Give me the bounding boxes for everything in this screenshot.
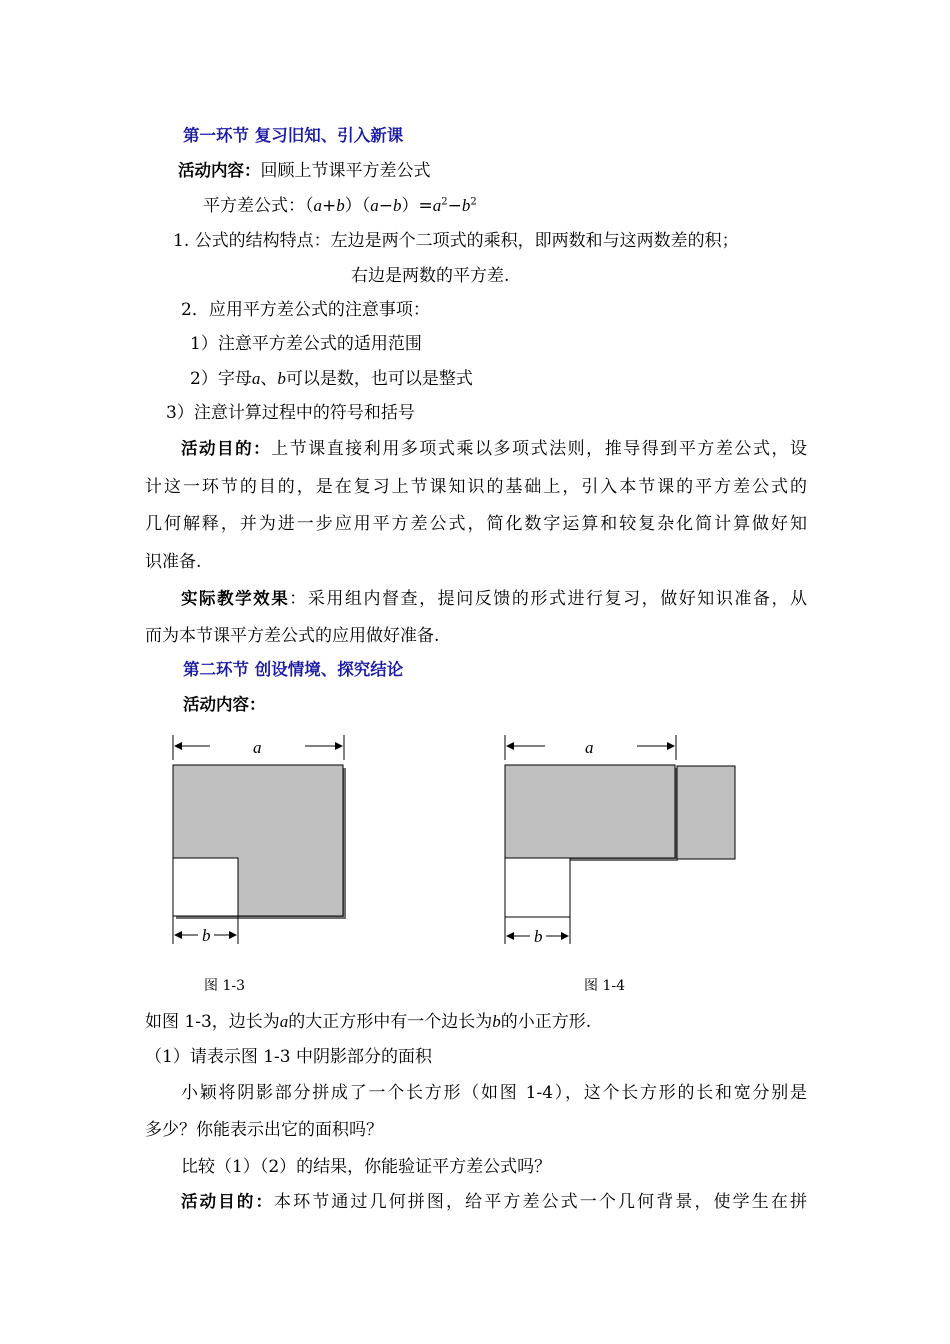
note3: 3）注意计算过程中的符号和括号 — [166, 403, 415, 423]
formula-prefix: 平方差公式：（ — [203, 196, 314, 216]
small-square — [505, 858, 570, 917]
desc-mid: 的大正方形中有一个边长为 — [288, 1012, 493, 1032]
exponent: 2 — [441, 196, 448, 208]
exponent: 2 — [470, 196, 477, 208]
label-a: a — [253, 738, 262, 757]
section2-purpose — [181, 1190, 807, 1214]
small-square — [173, 858, 238, 916]
purpose-text: 上节课直接利用多项式乘以多项式法则，推导得到平方差公式，设 — [271, 439, 808, 459]
purpose-text: 本环节通过几何拼图，给平方差公式一个几何背景，使学生在拼 — [274, 1192, 807, 1212]
paren: ）（ — [344, 196, 371, 216]
purpose-line4: 识准备. — [145, 552, 202, 572]
rect-piece — [505, 765, 675, 858]
var-b: b — [492, 1012, 501, 1031]
note2-pre: 2）字母 — [190, 369, 252, 389]
purpose-label: 活动目的： — [181, 439, 272, 458]
effect-label: 实际教学效果 — [181, 589, 290, 608]
figure-description — [145, 1010, 591, 1034]
question-3: 比较（1）（2）的结果，你能验证平方差公式吗？ — [181, 1157, 552, 1177]
question-1: （1）请表示图 1-3 中阴影部分的面积 — [145, 1047, 432, 1067]
side-piece — [677, 766, 735, 859]
point2-title: 2．应用平方差公式的注意事项： — [181, 300, 430, 320]
caption-1-4: 图 1-4 — [584, 978, 625, 994]
var-b: b — [461, 196, 471, 215]
question-2-line2: 多少？你能表示出它的面积吗？ — [145, 1120, 383, 1140]
caption-1-3: 图 1-3 — [204, 978, 245, 994]
section2-title: 第二环节 创设情境、探究结论 — [183, 660, 404, 679]
note2-post: 可以是数，也可以是整式 — [285, 369, 473, 389]
var-b: b — [393, 196, 402, 215]
sep: 、 — [260, 369, 278, 389]
purpose-line3: 几何解释，并为进一步应用平方差公式，简化数字运算和较复杂化简计算做好知 — [145, 514, 807, 534]
var-a: a — [279, 1012, 289, 1031]
desc-post: 的小正方形. — [500, 1012, 592, 1032]
minus: − — [378, 196, 393, 216]
minus: − — [447, 196, 462, 216]
label-b: b — [534, 927, 543, 946]
plus: + — [322, 196, 337, 216]
note1: 1）注意平方差公式的适用范围 — [190, 334, 422, 354]
var-b: b — [277, 369, 286, 388]
label-a: a — [585, 738, 594, 757]
desc-pre: 如图 1-3，边长为 — [145, 1012, 280, 1032]
activity-text: 回顾上节课平方差公式 — [260, 161, 431, 181]
section1-title: 第一环节 复习旧知、引入新课 — [183, 126, 404, 145]
var-b: b — [336, 196, 345, 215]
activity-label: 活动内容： — [178, 161, 261, 180]
question-2-line1: 小颖将阴影部分拼成了一个长方形（如图 1-4），这个长方形的长和宽分别是 — [181, 1083, 807, 1103]
effect-text: ：采用组内督查，提问反馈的形式进行复习，做好知识准备，从 — [289, 589, 808, 609]
effect-line2: 而为本节课平方差公式的应用做好准备. — [145, 626, 440, 646]
purpose-label: 活动目的： — [181, 1192, 275, 1211]
var-a: a — [251, 369, 261, 388]
point1-line2: 右边是两数的平方差. — [351, 266, 510, 286]
var-a: a — [370, 196, 379, 215]
var-a: a — [432, 196, 442, 215]
equals: ）= — [401, 196, 433, 216]
var-a: a — [313, 196, 322, 215]
label-b: b — [202, 926, 211, 945]
purpose-line2: 计这一环节的目的，是在复习上节课知识的基础上，引入本节课的平方差公式的 — [145, 477, 807, 497]
section2-activity-label: 活动内容： — [183, 695, 266, 714]
point1-line1: 1. 公式的结构特点：左边是两个二项式的乘积，即两数和与这两数差的积； — [173, 231, 739, 251]
